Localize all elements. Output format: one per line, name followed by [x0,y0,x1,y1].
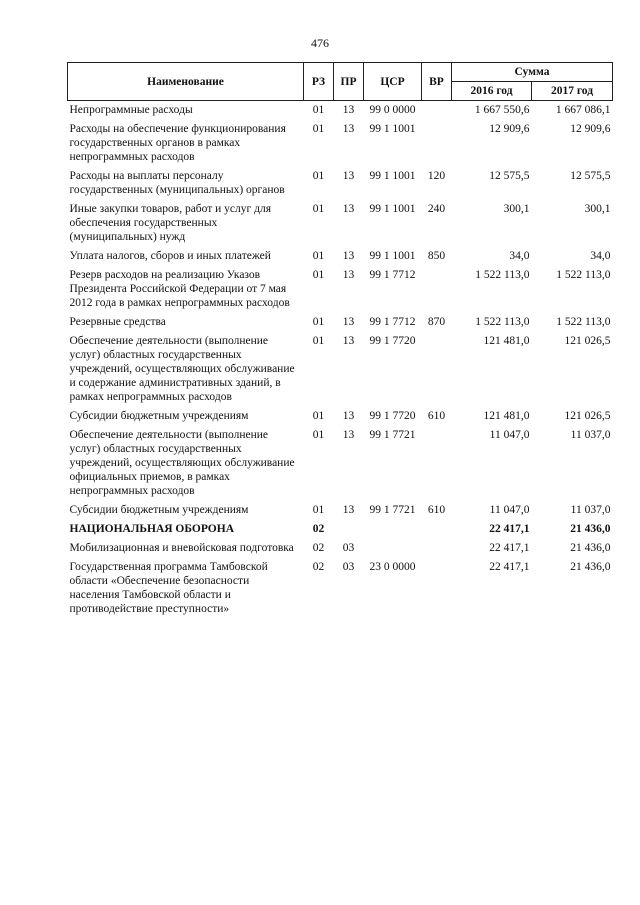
cell-2016: 22 417,1 [489,561,530,573]
cell-2017: 121 026,5 [564,335,611,347]
cell-2016: 300,1 [503,203,530,215]
page-number: 476 [311,36,329,50]
cell-rz: 01 [312,429,325,441]
cell-name: Непрограммные расходы [69,104,193,116]
cell-vr [422,101,452,121]
table-body [68,101,613,620]
table-row [68,101,613,121]
table-row [68,332,613,407]
cell-name: Субсидии бюджетным учреждениям [69,410,249,422]
header-csr: ЦСР [364,63,422,101]
cell-rz: 01 [312,250,325,262]
cell-csr: 99 1 7721 [369,429,416,441]
cell-vr: 610 [427,504,446,516]
cell-2016: 12 909,6 [489,123,530,135]
cell-vr [422,426,452,501]
table-row [68,313,613,332]
cell-2017: 300,1 [584,203,611,215]
cell-csr: 99 1 1001 [369,123,416,135]
cell-vr: 240 [427,203,446,215]
cell-vr [422,266,452,313]
cell-csr [364,520,422,539]
cell-name: Мобилизационная и вневойсковая подготовка [69,542,294,554]
cell-rz: 01 [312,269,325,281]
cell-2017: 34,0 [590,250,611,262]
table-row [68,120,613,167]
cell-rz: 01 [312,504,325,516]
cell-2017: 121 026,5 [564,410,611,422]
cell-rz: 02 [312,561,325,573]
cell-2017: 1 667 086,1 [555,104,611,116]
cell-name: Государственная программа Тамбовской области «Обеспечение безопасности населения Тамбовской области и противодействие преступности» [69,561,268,615]
cell-pr: 03 [342,542,355,554]
cell-pr: 13 [342,203,355,215]
cell-vr [422,120,452,167]
cell-name: НАЦИОНАЛЬНАЯ ОБОРОНА [69,523,235,535]
cell-vr: 850 [427,250,446,262]
cell-2016: 121 481,0 [483,335,530,347]
cell-2017: 11 037,0 [570,429,611,441]
cell-2017: 12 909,6 [570,123,611,135]
cell-2016: 1 667 550,6 [474,104,530,116]
table-row [68,501,613,520]
table-row [68,266,613,313]
cell-name: Расходы на обеспечение функционирования государственных органов в рамках непрограммных расходов [69,123,286,163]
table-row [68,200,613,247]
cell-2016: 11 047,0 [489,504,530,516]
table-row [68,247,613,266]
cell-rz: 02 [312,523,325,535]
cell-pr: 13 [342,316,355,328]
table-row [68,520,613,539]
cell-csr: 99 1 7712 [369,316,416,328]
header-pr: ПР [334,63,364,101]
cell-name: Резерв расходов на реализацию Указов Президента Российской Федерации от 7 мая 2012 года в рамках непрограммных расходов [69,269,290,309]
cell-csr: 99 1 7712 [369,269,416,281]
cell-pr: 13 [342,410,355,422]
header-vr: ВР [422,63,452,101]
cell-pr: 13 [342,250,355,262]
cell-rz: 01 [312,104,325,116]
table-row [68,539,613,558]
cell-csr: 99 1 1001 [369,203,416,215]
cell-pr: 13 [342,429,355,441]
cell-pr: 03 [342,561,355,573]
header-rz: РЗ [304,63,334,101]
cell-csr: 23 0 0000 [369,561,416,573]
table-row [68,407,613,426]
cell-name: Субсидии бюджетным учреждениям [69,504,249,516]
cell-rz: 01 [312,203,325,215]
cell-rz: 01 [312,410,325,422]
cell-vr: 610 [427,410,446,422]
cell-rz: 01 [312,123,325,135]
cell-2017: 21 436,0 [570,561,611,573]
cell-name: Обеспечение деятельности (выполнение услуг) областных государственных учреждений, осуществляющих обслуживание и содержание административных зданий, в рамках непрограммных расходов [69,335,295,403]
cell-pr: 13 [342,335,355,347]
header-name: Наименование [68,63,304,101]
cell-2016: 12 575,5 [489,170,530,182]
cell-vr [422,332,452,407]
cell-vr: 120 [427,170,446,182]
cell-csr: 99 1 1001 [369,250,416,262]
cell-vr [422,539,452,558]
cell-csr [364,539,422,558]
cell-name: Уплата налогов, сборов и иных платежей [69,250,271,262]
cell-csr: 99 1 1001 [369,170,416,182]
cell-pr [334,520,364,539]
cell-pr: 13 [342,504,355,516]
cell-rz: 01 [312,335,325,347]
cell-2017: 12 575,5 [570,170,611,182]
budget-table [67,62,613,619]
cell-name: Обеспечение деятельности (выполнение услуг) областных государственных учреждений, осуществляющих обслуживание официальных приемов, в рамках непрограммных расходов [69,429,295,497]
cell-vr [422,558,452,619]
cell-rz: 01 [312,316,325,328]
cell-2017: 21 436,0 [570,523,611,535]
cell-name: Резервные средства [69,316,166,328]
cell-2017: 21 436,0 [570,542,611,554]
cell-pr: 13 [342,123,355,135]
cell-rz: 02 [312,542,325,554]
cell-name: Расходы на выплаты персоналу государственных (муниципальных) органов [69,170,285,196]
cell-2016: 11 047,0 [489,429,530,441]
cell-2017: 1 522 113,0 [556,269,611,281]
cell-2016: 1 522 113,0 [475,269,530,281]
cell-vr [422,520,452,539]
header-2016: 2016 год [452,82,532,101]
cell-2016: 22 417,1 [489,523,530,535]
cell-pr: 13 [342,170,355,182]
cell-csr: 99 0 0000 [369,104,416,116]
cell-2016: 121 481,0 [483,410,530,422]
cell-2016: 34,0 [509,250,530,262]
cell-pr: 13 [342,104,355,116]
cell-2017: 11 037,0 [570,504,611,516]
table-row [68,167,613,200]
cell-2017: 1 522 113,0 [556,316,611,328]
cell-pr: 13 [342,269,355,281]
cell-csr: 99 1 7720 [369,410,416,422]
cell-name: Иные закупки товаров, работ и услуг для обеспечения государственных (муниципальных) нужд [69,203,271,243]
cell-csr: 99 1 7721 [369,504,416,516]
table-row [68,426,613,501]
header-2017: 2017 год [532,82,613,101]
cell-rz: 01 [312,170,325,182]
table-row [68,558,613,619]
cell-vr: 870 [427,316,446,328]
header-sum: Сумма [452,63,613,82]
cell-csr: 99 1 7720 [369,335,416,347]
cell-2016: 22 417,1 [489,542,530,554]
cell-2016: 1 522 113,0 [475,316,530,328]
